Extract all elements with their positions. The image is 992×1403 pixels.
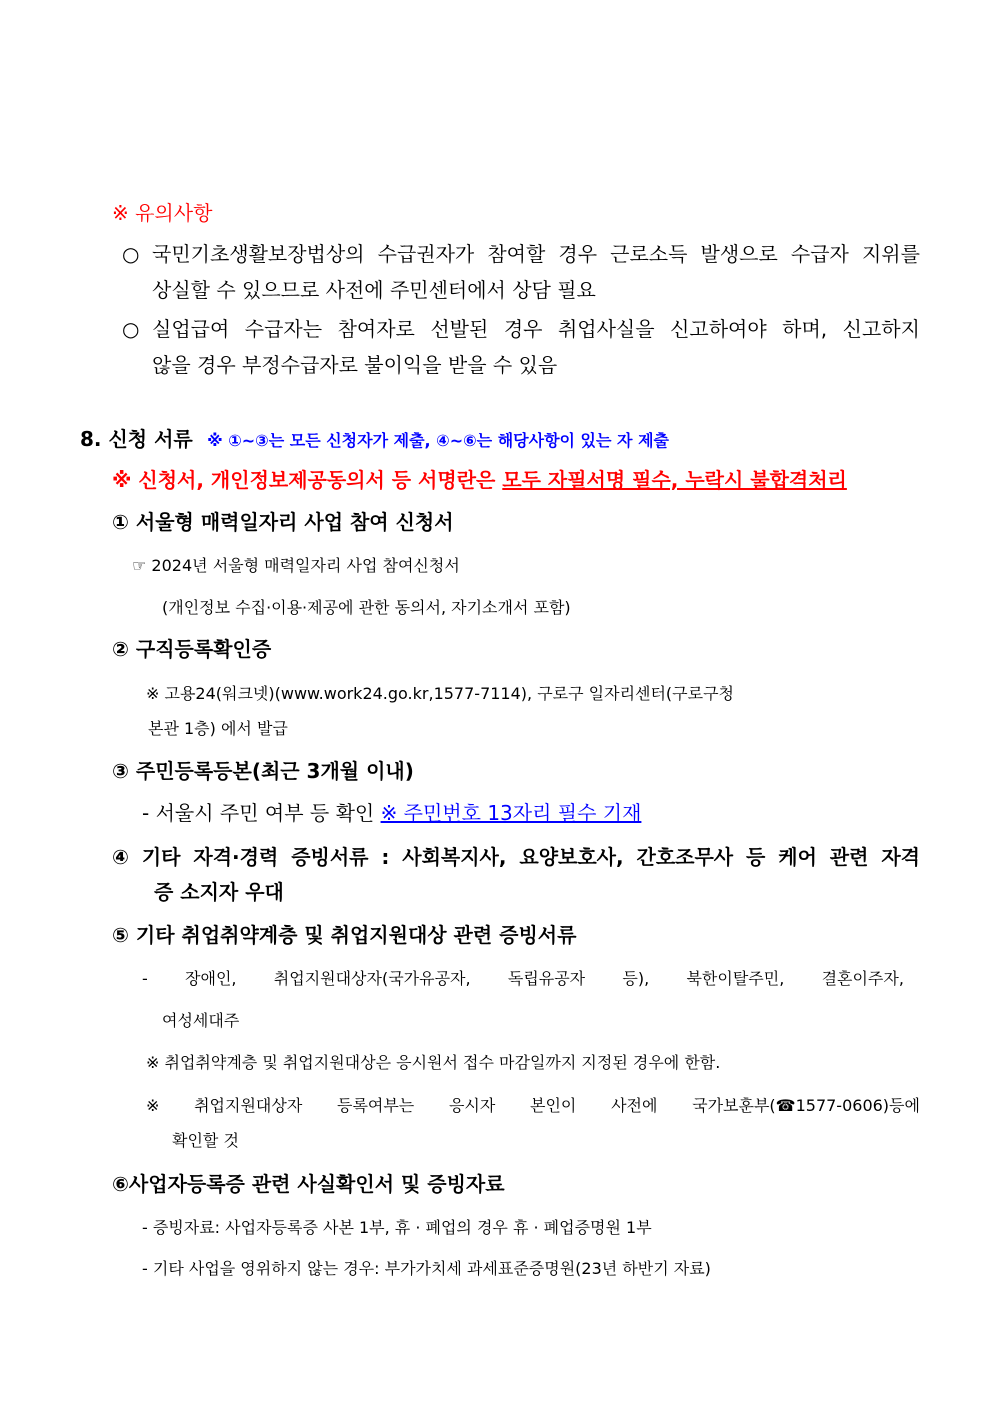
- word: 경우: [558, 242, 598, 266]
- word: 등: [746, 845, 766, 869]
- word: 선발된: [430, 317, 489, 341]
- notice-item-2-line1: [152, 316, 920, 342]
- word: ※: [146, 1096, 160, 1115]
- word: 증빙서류: [291, 845, 369, 869]
- word: 간호조무사: [636, 845, 734, 869]
- item-2-sub2: 본관 1층) 에서 발급: [148, 719, 288, 738]
- item-4-line1: [112, 844, 920, 870]
- word: 하며,: [782, 317, 828, 341]
- word: 장애인,: [185, 969, 237, 988]
- word: 수급권자가: [377, 242, 475, 266]
- section-heading: [80, 426, 669, 454]
- word: 신고하여야: [670, 317, 767, 341]
- word: -: [142, 969, 148, 988]
- word: 신고하지: [842, 317, 920, 341]
- notice-bullet-2: ○: [122, 317, 140, 341]
- item-5-title: ⑤ 기타 취업취약계층 및 취업지원대상 관련 증빙서류: [112, 923, 577, 947]
- word: 발생으로: [700, 242, 778, 266]
- word: 자격·경력: [193, 845, 279, 869]
- notice-bullet-1: ○: [122, 242, 140, 266]
- notice-title: ※ 유의사항: [112, 201, 213, 225]
- word: 케어: [778, 845, 817, 869]
- word: 관련: [829, 845, 869, 869]
- word: 취업사실을: [557, 317, 655, 341]
- item-3-sub: [142, 800, 641, 826]
- item-2-sub1: ※ 고용24(워크넷)(www.work24.go.kr,1577-7114), 구로구 일자리센터(구로구청: [146, 684, 735, 703]
- item-2-title: ② 구직등록확인증: [112, 637, 272, 661]
- item-3-sub-highlight: ※ 주민번호 13자리 필수 기재: [380, 801, 642, 825]
- word: 수급자는: [244, 317, 323, 341]
- word: 사회복지사,: [402, 845, 507, 869]
- section-note: ※ ①~③는 모든 신청자가 제출, ④~⑥는 해당사항이 있는 자 제출: [207, 431, 669, 450]
- word: ④: [112, 845, 129, 869]
- word: 지위를: [861, 242, 920, 266]
- word: 국가보훈부(☎1577-0606)등에: [692, 1096, 920, 1115]
- item-5-sub2: 여성세대주: [162, 1011, 240, 1030]
- word: 국민기초생활보장법상의: [152, 242, 365, 266]
- warning-underlined: 모두 자필서명 필수, 누락시 불합격처리: [502, 468, 847, 492]
- word: 등록여부는: [336, 1096, 415, 1115]
- item-5-note2: [146, 1093, 920, 1119]
- item-5-note2-cont: 확인할 것: [172, 1131, 239, 1150]
- word: 기타: [141, 845, 181, 869]
- word: 참여자로: [337, 317, 415, 341]
- word: 참여할: [487, 242, 546, 266]
- item-1-sub2: (개인정보 수집·이용·제공에 관한 동의서, 자기소개서 포함): [162, 598, 571, 617]
- signature-warning: [112, 467, 847, 493]
- notice-item-1-line1: [152, 241, 920, 267]
- item-5-sub1: [142, 966, 904, 992]
- word: 취업지원대상자(국가유공자,: [273, 969, 471, 988]
- word: 본인이: [530, 1096, 577, 1115]
- word: 수급자: [790, 242, 849, 266]
- item-6-sub2: - 기타 사업을 영위하지 않는 경우: 부가가치세 과세표준증명원(23년 하반기 자료): [142, 1259, 711, 1278]
- word: 사전에: [611, 1096, 658, 1115]
- word: 자격: [881, 845, 920, 869]
- section-title: 8. 신청 서류: [80, 427, 193, 451]
- item-6-sub1: - 증빙자료: 사업자등록증 사본 1부, 휴 · 폐업의 경우 휴 · 폐업증명원 1부: [142, 1218, 652, 1237]
- word: 북한이탈주민,: [686, 969, 785, 988]
- word: 등),: [622, 969, 650, 988]
- notice-item-1-line2: 상실할 수 있으므로 사전에 주민센터에서 상담 필요: [152, 278, 596, 302]
- warning-prefix: ※ 신청서, 개인정보제공동의서 등 서명란은: [112, 468, 503, 492]
- word: :: [381, 845, 390, 869]
- item-1-sub1: ☞ 2024년 서울형 매력일자리 사업 참여신청서: [132, 556, 460, 575]
- item-5-note1: ※ 취업취약계층 및 취업지원대상은 응시원서 접수 마감일까지 지정된 경우에 한함.: [146, 1053, 721, 1072]
- word: 경우: [503, 317, 543, 341]
- notice-item-2-line2: 않을 경우 부정수급자로 불이익을 받을 수 있음: [152, 353, 558, 377]
- item-6-title: ⑥사업자등록증 관련 사실확인서 및 증빙자료: [112, 1172, 505, 1196]
- word: 취업지원대상자: [194, 1096, 303, 1115]
- word: 실업급여: [152, 317, 230, 341]
- item-1-title: ① 서울형 매력일자리 사업 참여 신청서: [112, 510, 454, 534]
- word: 결혼이주자,: [821, 969, 904, 988]
- item-4-line2: 증 소지자 우대: [154, 880, 284, 904]
- item-3-title: ③ 주민등록등본(최근 3개월 이내): [112, 759, 414, 783]
- word: 응시자: [448, 1096, 496, 1115]
- word: 근로소득: [610, 242, 688, 266]
- word: 독립유공자: [507, 969, 586, 988]
- word: 요양보호사,: [519, 845, 624, 869]
- item-3-sub-prefix: - 서울시 주민 여부 등 확인: [142, 801, 381, 825]
